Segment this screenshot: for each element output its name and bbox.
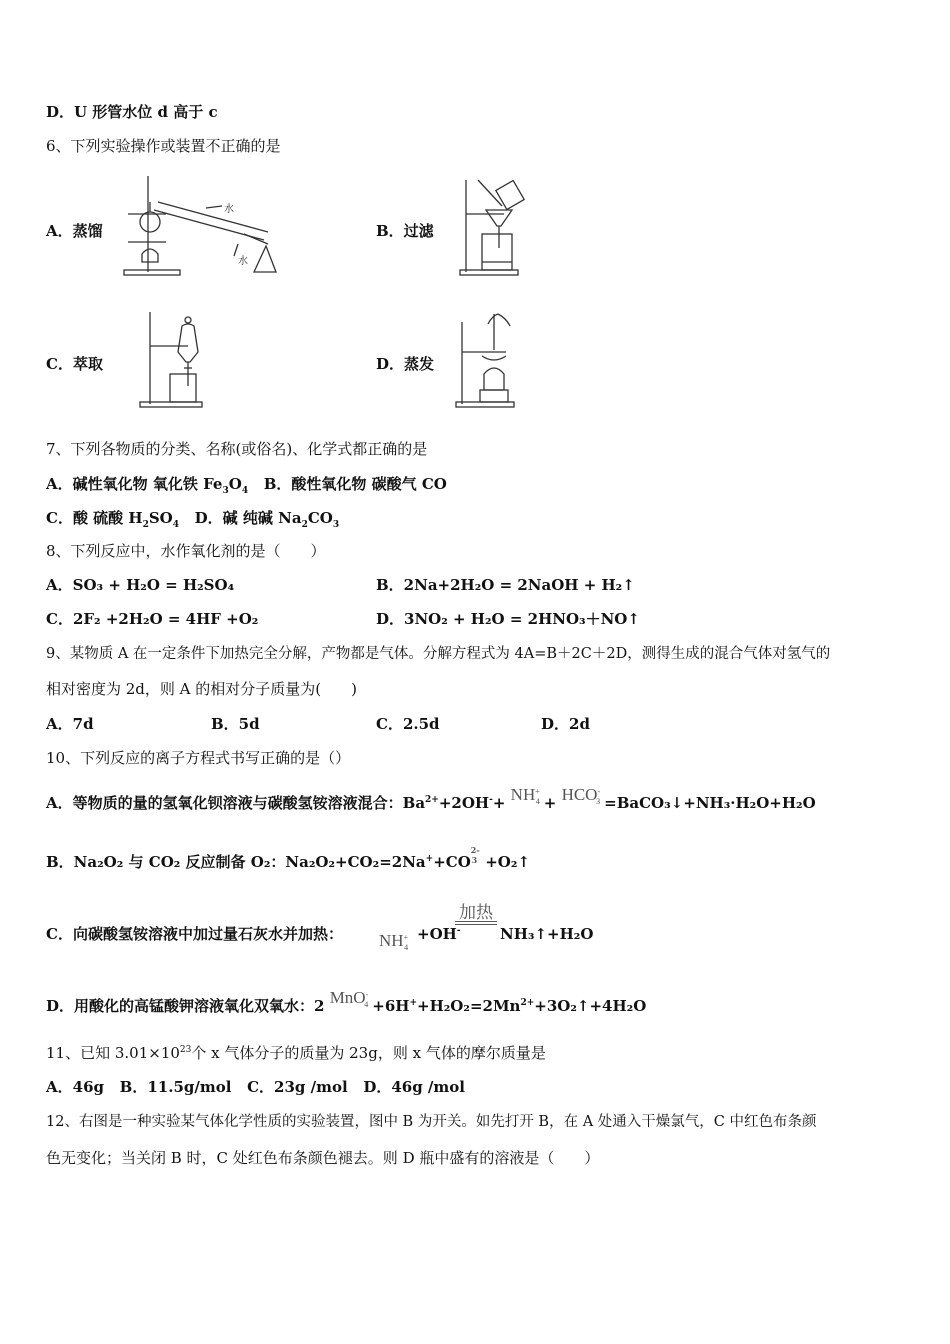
q10-d-mid: +H₂O₂=2Mn <box>417 997 521 1015</box>
q7-option-d-prefix: D．碱 纯碱 Na <box>194 509 302 527</box>
q10-c-ammonium-image <box>379 931 412 951</box>
q10-a-products: =BaCO₃↓+NH₃·H₂O+H₂O <box>604 794 816 812</box>
q10-a-bicarbonate-image <box>562 785 605 804</box>
q6-option-d: D．蒸发 <box>376 355 435 373</box>
q10-b-prefix: B．Na₂O₂ 与 CO₂ 反应制备 O₂：Na₂O₂+CO₂=2Na <box>46 853 426 871</box>
q7-option-a-sub2: 4 <box>241 486 249 496</box>
q7-options-cd <box>46 508 339 528</box>
q10-c-condition-line-2 <box>455 924 497 925</box>
q7-option-a-sub1: 3 <box>222 486 229 496</box>
q7-option-a-prefix: A．碱性氧化物 氧化铁 Fe <box>46 475 223 493</box>
q6-option-a: A．蒸馏 <box>46 222 103 240</box>
water-inlet-label: 水 <box>224 204 234 215</box>
mno4-text: MnO <box>329 988 366 1007</box>
mno4-subscript: 4 <box>364 1000 369 1009</box>
q10-a-ba-charge: 2+ <box>425 795 439 805</box>
q6-option-c: C．萃取 <box>46 355 103 373</box>
nh4-text-c: NH <box>379 931 404 950</box>
q8-option-b: B．2Na+2H₂O = 2NaOH + H₂↑ <box>376 576 635 594</box>
q7-option-c-prefix: C．酸 硫酸 H <box>46 509 143 527</box>
q11-stem <box>46 1043 546 1063</box>
hco3-text: HCO <box>561 785 598 804</box>
q10-b-co3-charge: 2- <box>470 845 480 855</box>
mno4-charge: - <box>365 990 369 999</box>
q10-a-ammonium-image <box>511 785 544 804</box>
q10-d-prefix: D．用酸化的高锰酸钾溶液氧化双氧水：2 <box>46 997 325 1015</box>
q10-d-h-charge: + <box>409 998 417 1008</box>
q10-c-condition-line <box>455 921 497 922</box>
q7-option-a-mid: O <box>228 475 242 493</box>
q10-d-permanganate-image <box>330 988 373 1007</box>
q8-option-c: C．2F₂ +2H₂O = 4HF +O₂ <box>46 610 259 628</box>
q9-stem-line2: 相对密度为 2d，则 A 的相对分子质量为( ) <box>46 680 357 698</box>
q9-option-b: B．5d <box>211 715 260 733</box>
q7-option-d-sub1: 2 <box>301 520 308 530</box>
q9-option-a: A．7d <box>46 715 94 733</box>
c-oh-text: +OH <box>417 925 457 943</box>
q11-options: A．46g B．11.5g/mol C．23g /mol D．46g /mol <box>46 1078 465 1096</box>
nh4-charge: + <box>535 787 540 796</box>
q10-b-co: +CO <box>433 853 471 871</box>
q7-stem: 7、下列各物质的分类、名称(或俗名)、化学式都正确的是 <box>46 440 428 458</box>
hco3-subscript: 3 <box>596 797 601 806</box>
q10-c-heat-label: 加热 <box>459 903 493 922</box>
q9-stem-line1: 9、某物质 A 在一定条件下加热完全分解，产物都是气体。分解方程式为 4A=B＋2C＋2D，测得生成的混合气体对氢气的 <box>46 646 831 662</box>
hco3-charge: - <box>597 787 601 796</box>
nh4-charge-c: + <box>403 933 409 942</box>
q12-stem-line1: 12、右图是一种实验某气体化学性质的实验装置，图中 B 为开关。如先打开 B，在 A 处通入干燥氯气，C 中红色布条颜 <box>46 1114 817 1130</box>
q10-a-plus2: + <box>543 794 557 812</box>
q7-options-ab <box>46 474 447 494</box>
q6-stem: 6、下列实验操作或装置不正确的是 <box>46 137 281 155</box>
extraction-apparatus-figure <box>134 306 214 410</box>
q10-option-b <box>46 845 531 874</box>
q9-option-d: D．2d <box>541 715 590 733</box>
q10-option-c: C．向碳酸氢铵溶液中加过量石灰水并加热： <box>46 925 343 943</box>
q10-stem: 10、下列反应的离子方程式书写正确的是（） <box>46 749 351 767</box>
q8-option-d: D．3NO₂ + H₂O = 2HNO₃＋NO↑ <box>376 610 640 628</box>
q11-stem-prefix: 11、已知 3.01×10 <box>46 1044 180 1062</box>
q10-b-na-charge: + <box>425 854 434 864</box>
q10-option-d <box>46 988 647 1019</box>
q12-stem-line2: 色无变化；当关闭 B 时，C 处红色布条颜色褪去。则 D 瓶中盛有的溶液是（ ） <box>46 1149 600 1167</box>
q5-option-d: D．U 形管水位 d 高于 c <box>46 103 218 121</box>
q7-option-b: B．酸性氧化物 碳酸气 CO <box>263 475 447 493</box>
q8-option-a: A．SO₃ + H₂O = H₂SO₄ <box>46 576 235 594</box>
nh4-subscript: 4 <box>535 797 540 806</box>
q10-b-products: +O₂↑ <box>485 853 531 871</box>
q7-option-c-mid: SO <box>148 509 173 527</box>
q10-a-plus1: + <box>492 794 506 812</box>
q7-option-d-sub2: 3 <box>332 520 340 530</box>
q10-a-prefix: A．等物质的量的氢氧化钡溶液与碳酸氢铵溶液混合：Ba <box>46 794 426 812</box>
q10-a-oh: +2OH <box>438 794 490 812</box>
q10-d-products: +3O₂↑+4H₂O <box>534 997 647 1015</box>
q7-option-c-sub1: 2 <box>142 520 149 530</box>
q10-d-mn-charge: 2+ <box>520 998 535 1008</box>
q6-option-b: B．过滤 <box>376 222 434 240</box>
filtration-apparatus-figure <box>456 176 530 276</box>
nh4-text: NH <box>510 785 536 804</box>
evaporation-apparatus-figure <box>452 304 524 410</box>
q10-c-hydroxide <box>417 924 461 944</box>
c-oh-charge: - <box>456 926 461 936</box>
distillation-apparatus-figure <box>114 172 286 278</box>
nh4-subscript-c: 4 <box>404 943 409 952</box>
q11-exponent: 23 <box>179 1045 192 1055</box>
q10-d-h: +6H <box>372 997 410 1015</box>
q11-stem-suffix: 个 x 气体分子的质量为 23g，则 x 气体的摩尔质量是 <box>191 1044 546 1062</box>
q7-option-c-sub2: 4 <box>172 520 179 530</box>
q10-c-products: NH₃↑+H₂O <box>500 925 594 943</box>
q10-a-oh-charge: - <box>489 795 493 805</box>
q8-stem: 8、下列反应中，水作氧化剂的是（ ） <box>46 542 326 560</box>
q10-b-co3-subscript: 3 <box>471 855 478 865</box>
water-outlet-label: 水 <box>238 256 248 267</box>
q7-option-d-mid: CO <box>307 509 333 527</box>
q9-option-c: C．2.5d <box>376 715 440 733</box>
q10-option-a <box>46 785 816 816</box>
